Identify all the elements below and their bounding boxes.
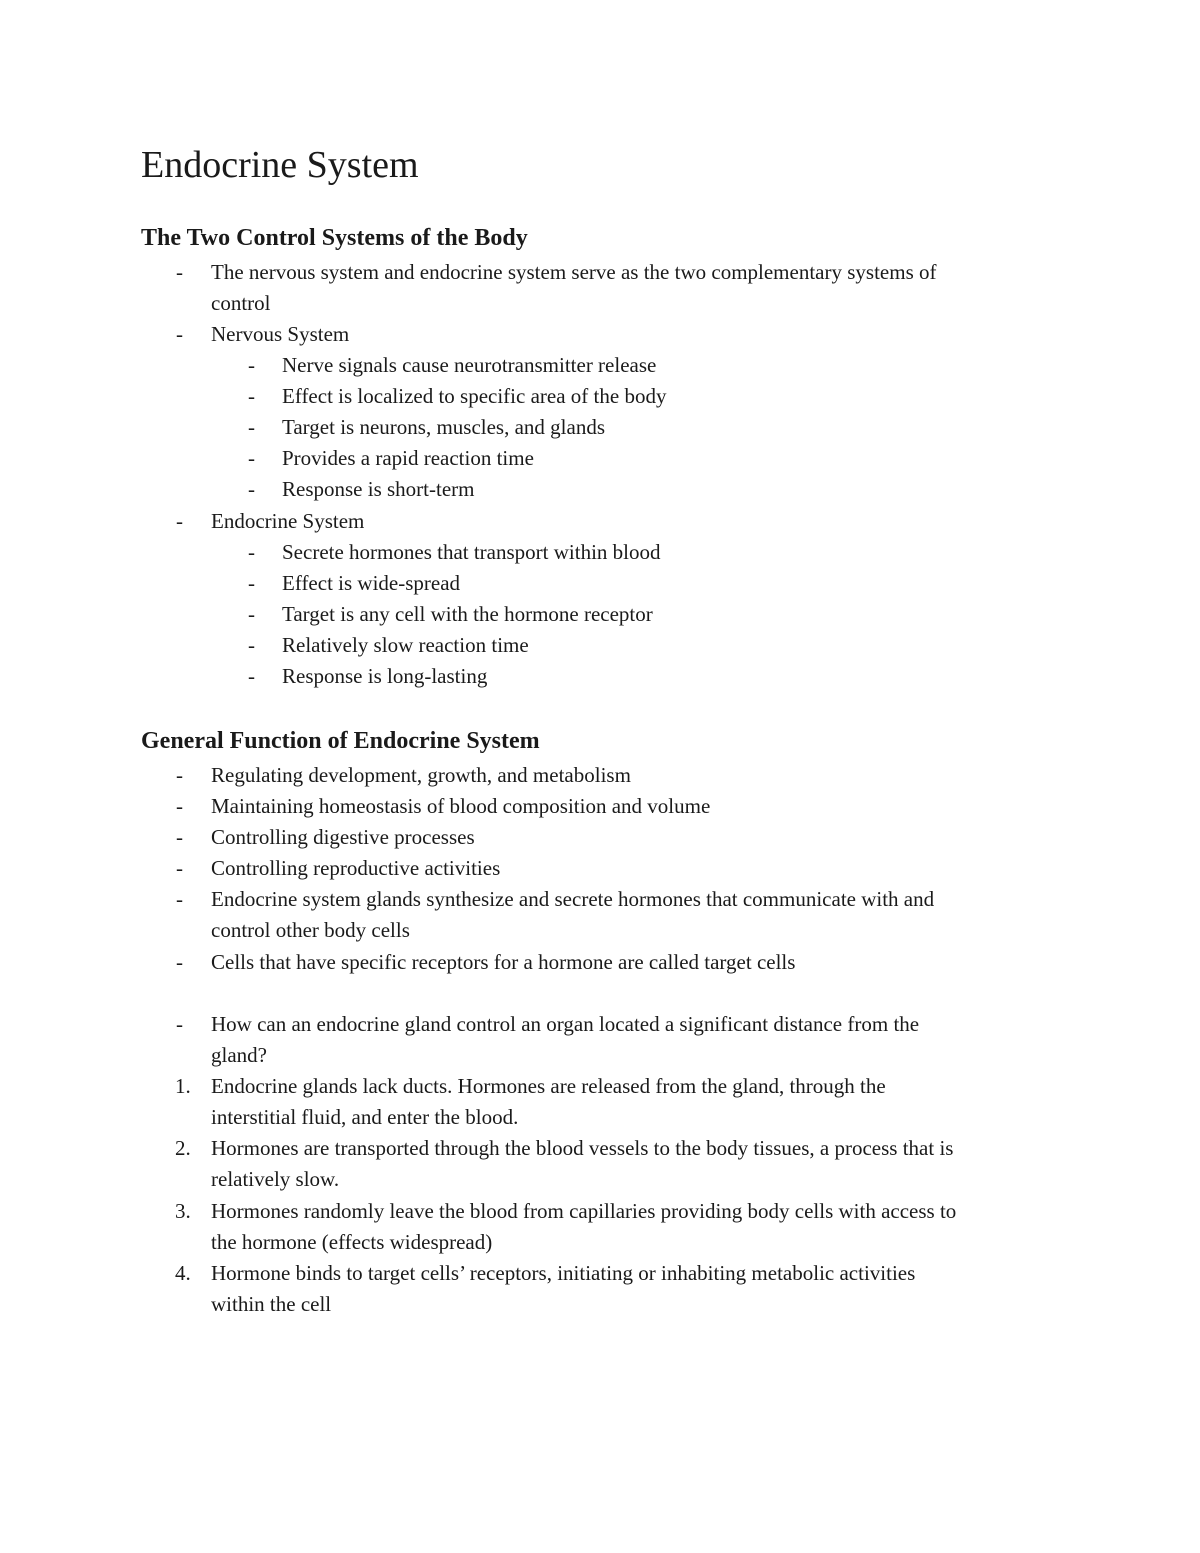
sub-list-item: Response is short-term <box>282 477 475 501</box>
sub-bullet-marker: - <box>248 353 255 377</box>
list-item: Controlling digestive processes <box>211 825 475 849</box>
list-item: Maintaining homeostasis of blood composition and volume <box>211 794 711 818</box>
sub-list-item: Response is long-lasting <box>282 664 488 688</box>
bullet-marker: - <box>176 856 183 880</box>
bullet-marker: - <box>176 887 183 911</box>
step-line1: Hormones randomly leave the blood from capillaries providing body cells with access to <box>211 1199 957 1223</box>
list-item-nervous-system: Nervous System <box>211 322 350 346</box>
sub-list-item: Secrete hormones that transport within blood <box>282 540 661 564</box>
sub-list-item: Nerve signals cause neurotransmitter release <box>282 353 657 377</box>
step-line1: Hormones are transported through the blood vessels to the body tissues, a process that is <box>211 1136 954 1160</box>
list-item-intro-line1: The nervous system and endocrine system serve as the two complementary systems of <box>211 260 937 284</box>
step-line2: interstitial fluid, and enter the blood. <box>211 1105 519 1129</box>
step-number: 1. <box>175 1074 191 1098</box>
bullet-marker: - <box>176 825 183 849</box>
step-line2: relatively slow. <box>211 1167 340 1191</box>
sub-bullet-marker: - <box>248 602 255 626</box>
step-line1: Endocrine glands lack ducts. Hormones are released from the gland, through the <box>211 1074 886 1098</box>
sub-bullet-marker: - <box>248 415 255 439</box>
list-item-question-line2: gland? <box>211 1043 267 1067</box>
bullet-marker: - <box>176 794 183 818</box>
sub-list-item: Target is any cell with the hormone receptor <box>282 602 653 626</box>
list-item-question-line1: How can an endocrine gland control an organ located a significant distance from the <box>211 1012 920 1036</box>
step-number: 2. <box>175 1136 191 1160</box>
bullet-marker: - <box>176 763 183 787</box>
sub-bullet-marker: - <box>248 664 255 688</box>
section-heading-general-function: General Function of Endocrine System <box>141 728 540 754</box>
bullet-marker: - <box>176 322 183 346</box>
list-item-glands-line2: control other body cells <box>211 918 410 942</box>
sub-list-item: Effect is wide-spread <box>282 571 461 595</box>
sub-list-item: Effect is localized to specific area of the body <box>282 384 667 408</box>
sub-bullet-marker: - <box>248 540 255 564</box>
step-number: 3. <box>175 1199 191 1223</box>
bullet-marker: - <box>176 509 183 533</box>
list-item-target-cells: Cells that have specific receptors for a hormone are called target cells <box>211 950 796 974</box>
sub-bullet-marker: - <box>248 384 255 408</box>
list-item-intro-line2: control <box>211 291 271 315</box>
section-heading-control-systems: The Two Control Systems of the Body <box>141 225 528 251</box>
list-item-glands-line1: Endocrine system glands synthesize and secrete hormones that communicate with and <box>211 887 935 911</box>
sub-list-item: Relatively slow reaction time <box>282 633 529 657</box>
sub-bullet-marker: - <box>248 446 255 470</box>
step-line2: within the cell <box>211 1292 332 1316</box>
sub-list-item: Target is neurons, muscles, and glands <box>282 415 605 439</box>
step-number: 4. <box>175 1261 191 1285</box>
sub-bullet-marker: - <box>248 633 255 657</box>
step-line2: the hormone (effects widespread) <box>211 1230 493 1254</box>
step-line1: Hormone binds to target cells’ receptors, initiating or inhabiting metabolic activities <box>211 1261 916 1285</box>
bullet-marker: - <box>176 950 183 974</box>
list-item: Regulating development, growth, and metabolism <box>211 763 631 787</box>
bullet-marker: - <box>176 260 183 284</box>
sub-list-item: Provides a rapid reaction time <box>282 446 534 470</box>
bullet-marker: - <box>176 1012 183 1036</box>
list-item: Controlling reproductive activities <box>211 856 501 880</box>
sub-bullet-marker: - <box>248 571 255 595</box>
sub-bullet-marker: - <box>248 477 255 501</box>
page-title: Endocrine System <box>141 144 419 186</box>
list-item-endocrine-system: Endocrine System <box>211 509 365 533</box>
